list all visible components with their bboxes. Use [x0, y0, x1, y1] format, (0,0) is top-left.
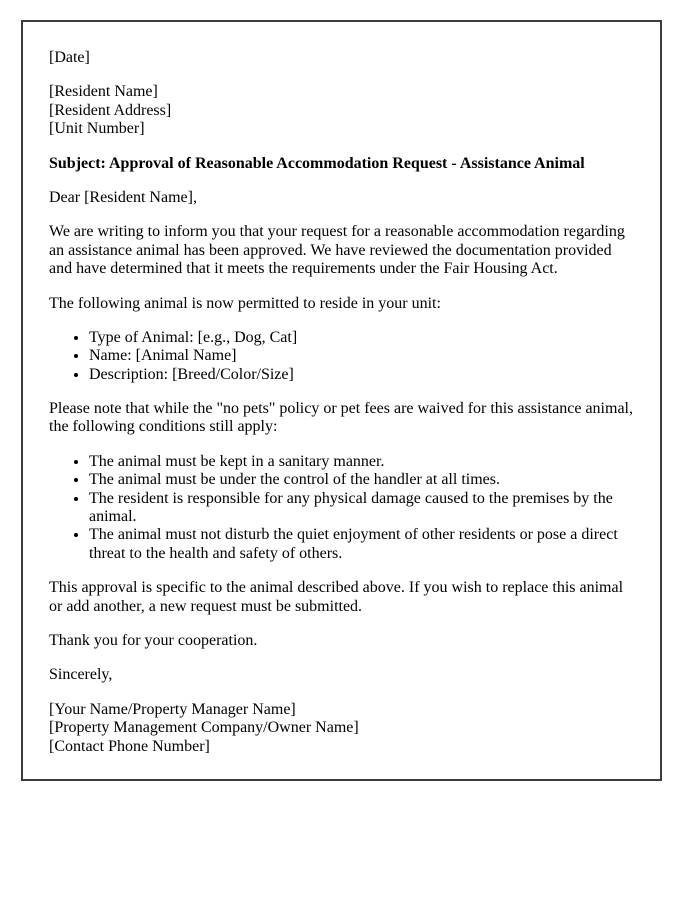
- subject-line: Subject: Approval of Reasonable Accommodation Request - Assistance Animal: [49, 154, 585, 172]
- list-item-condition-damage: • The resident is responsible for any physical damage caused to the premises by the animal.: [89, 490, 633, 527]
- salutation: Dear [Resident Name],: [49, 188, 197, 206]
- recipient-address: [Resident Address]: [49, 101, 172, 119]
- animal-details-list: [49, 329, 633, 384]
- list-item-animal-name: • Name: [Animal Name]: [89, 347, 633, 365]
- paragraph-intro: We are writing to inform you that your request for a reasonable accommodation regarding an assistance animal has been approved. We have reviewed the documentation provided and have determined that it meets the requirements under the Fair Housing Act.: [49, 223, 625, 278]
- recipient-block: [49, 83, 633, 138]
- conditions-list: [49, 453, 633, 563]
- recipient-unit: [Unit Number]: [49, 120, 145, 138]
- paragraph-conditions-lead: Please note that while the "no pets" policy or pet fees are waived for this assistance animal, the following conditions still apply:: [49, 400, 633, 436]
- signature-block: [49, 701, 633, 756]
- closing: Sincerely,: [49, 666, 113, 684]
- signature-manager-name: [Your Name/Property Manager Name]: [49, 700, 296, 718]
- letter-document: [21, 20, 662, 781]
- recipient-name: [Resident Name]: [49, 83, 158, 101]
- list-item-condition-control: • The animal must be under the control of the handler at all times.: [89, 471, 633, 489]
- date-line: [Date]: [49, 49, 90, 66]
- list-item-animal-description: • Description: [Breed/Color/Size]: [89, 366, 633, 384]
- list-item-condition-disturbance: • The animal must not disturb the quiet enjoyment of other residents or pose a direct threat to the health and safety of others.: [89, 526, 633, 563]
- signature-phone: [Contact Phone Number]: [49, 737, 210, 755]
- list-item-animal-type: • Type of Animal: [e.g., Dog, Cat]: [89, 329, 633, 347]
- paragraph-replacement: This approval is specific to the animal described above. If you wish to replace this animal or add another, a new request must be submitted.: [49, 579, 624, 615]
- list-item-condition-sanitary: • The animal must be kept in a sanitary manner.: [89, 453, 633, 471]
- paragraph-permitted-lead: The following animal is now permitted to reside in your unit:: [49, 294, 441, 312]
- paragraph-thanks: Thank you for your cooperation.: [49, 631, 258, 649]
- signature-company-name: [Property Management Company/Owner Name]: [49, 719, 359, 737]
